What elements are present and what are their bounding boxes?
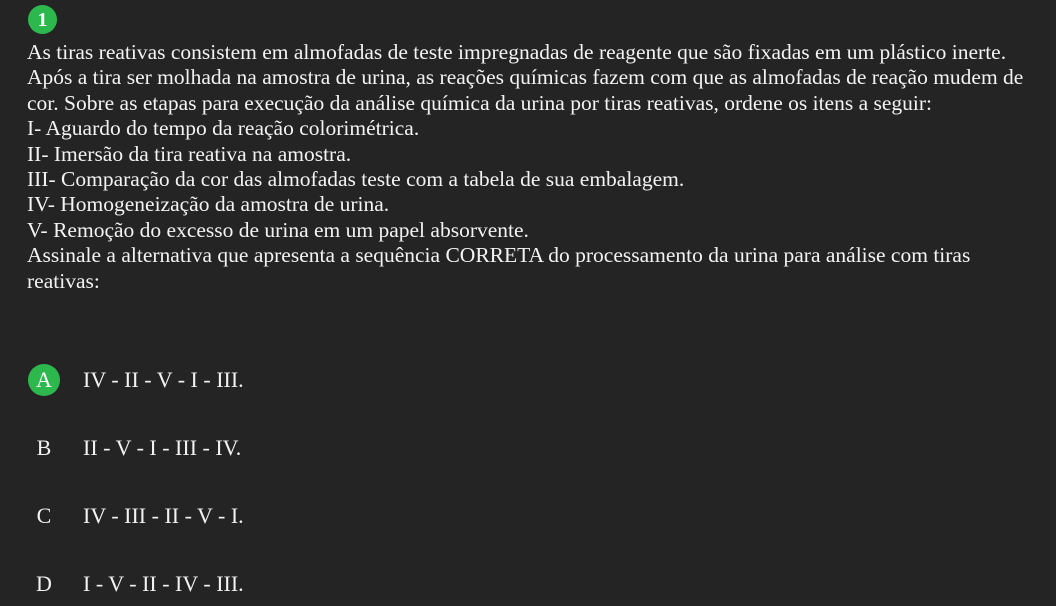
option-c-letter[interactable]: C	[36, 503, 52, 528]
option-d-text[interactable]: I - V - II - IV - III.	[83, 571, 244, 596]
item-ii: II- Imersão da tira reativa na amostra.	[27, 141, 352, 166]
answer-options	[28, 364, 928, 600]
question-prompt: Assinale a alternativa que apresenta a sequência CORRETA do processamento da urina para análise com tiras reativas:	[27, 243, 971, 293]
option-c-text[interactable]: IV - III - II - V - I.	[83, 503, 244, 528]
question-intro: As tiras reativas consistem em almofadas de teste impregnadas de reagente que são fixadas em um plástico inerte. Após a tira ser molhada na amostra de urina, as reações químicas fazem com que as almofadas de reação mudem de cor. Sobre as etapas para execução da análise química da urina por tiras reativas, ordene os itens a seguir:	[27, 40, 1024, 115]
item-iv: IV- Homogeneização da amostra de urina.	[27, 192, 390, 217]
question-statement	[27, 40, 1047, 294]
item-iii: III- Comparação da cor das almofadas teste com a tabela de sua embalagem.	[27, 167, 685, 192]
item-v: V- Remoção do excesso de urina em um papel absorvente.	[27, 217, 529, 242]
option-b[interactable]	[28, 432, 928, 464]
option-a-text[interactable]: IV - II - V - I - III.	[83, 367, 244, 392]
option-b-letter[interactable]: B	[36, 435, 52, 460]
option-c[interactable]	[28, 500, 928, 532]
option-d-letter[interactable]: D	[36, 571, 52, 596]
item-i: I- Aguardo do tempo da reação colorimétrica.	[27, 116, 420, 141]
option-a-letter[interactable]: A	[28, 364, 60, 396]
option-b-text[interactable]: II - V - I - III - IV.	[83, 435, 242, 460]
option-a[interactable]	[28, 364, 928, 396]
option-d[interactable]	[28, 568, 928, 600]
question-number-badge: 1	[28, 5, 57, 34]
